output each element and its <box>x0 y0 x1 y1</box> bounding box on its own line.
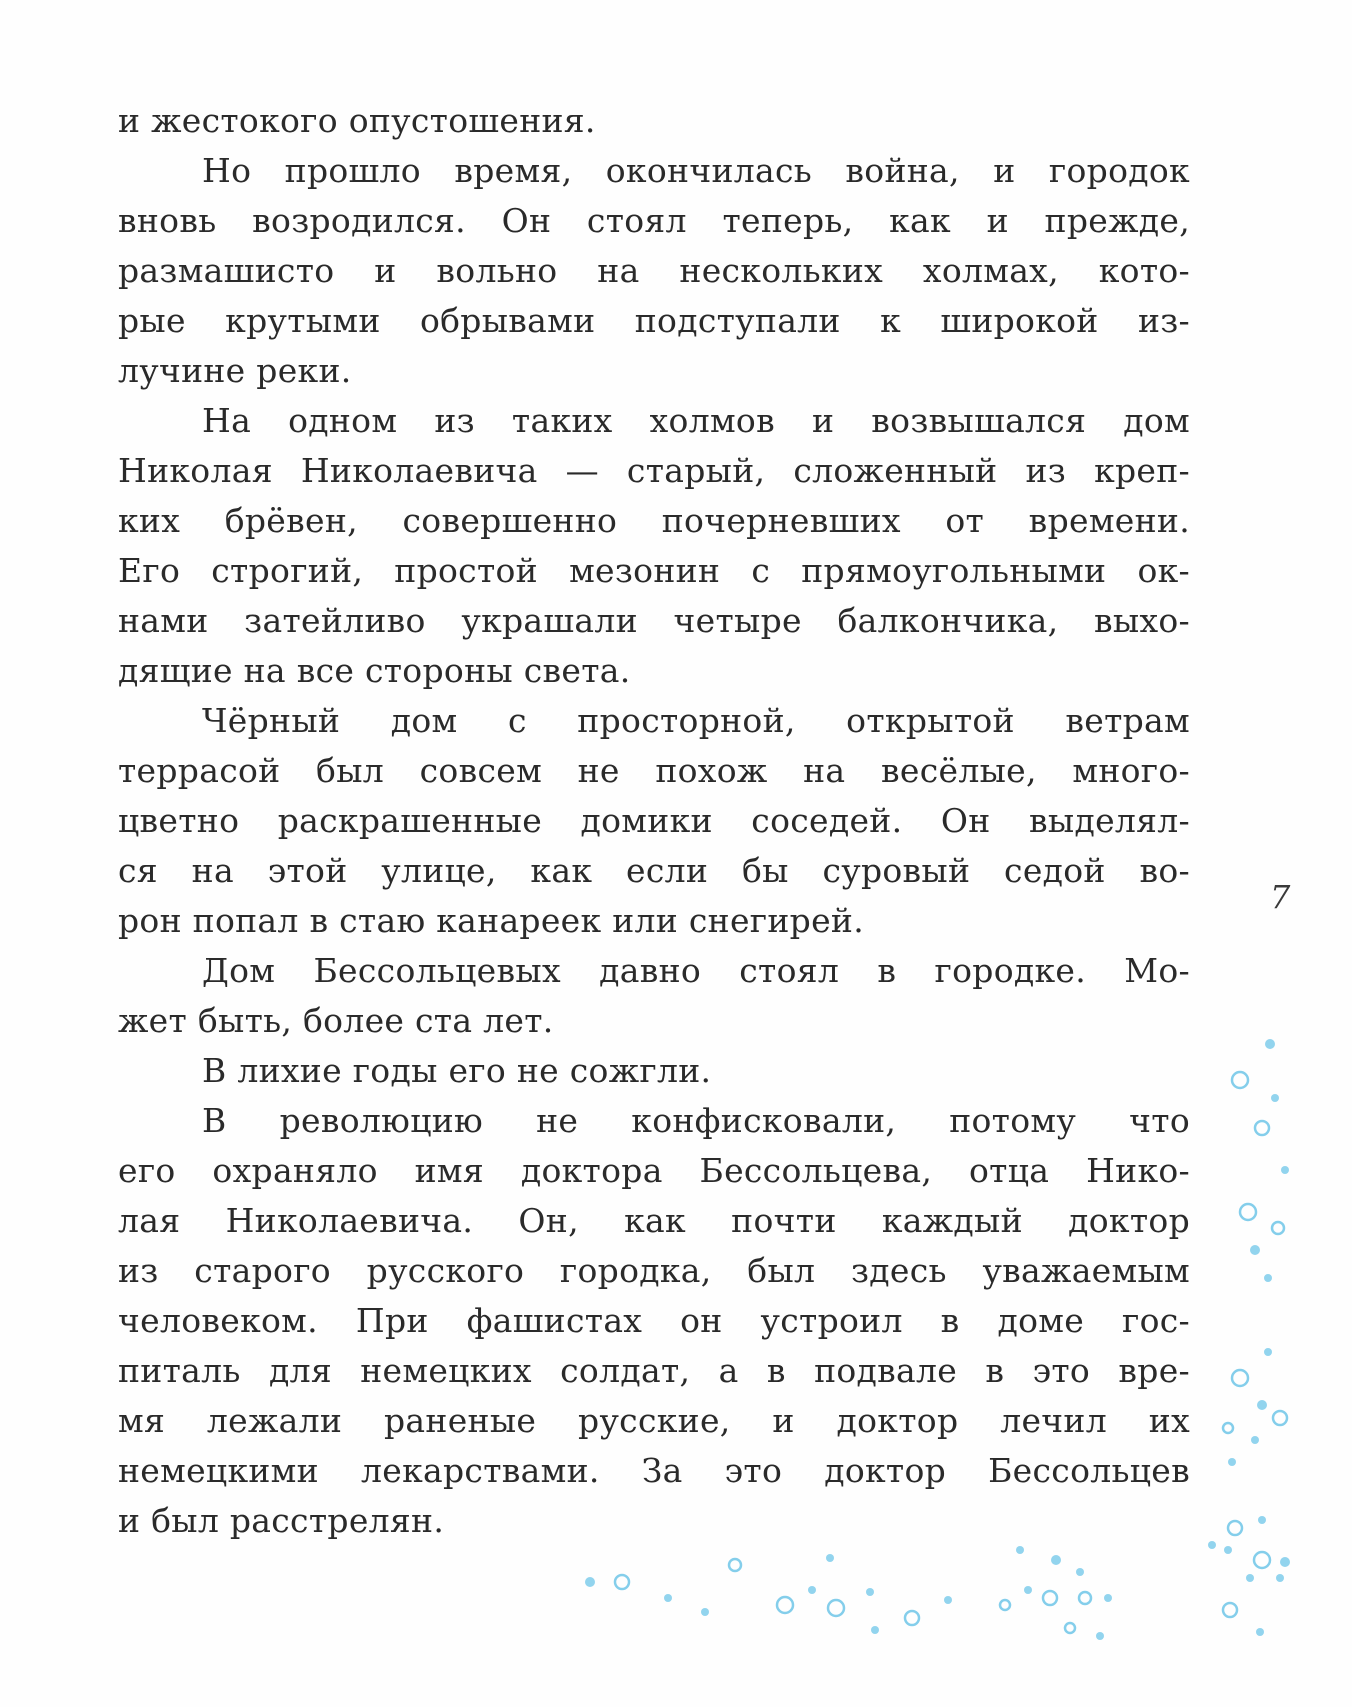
text-line: Но прошло время, окончилась война, и городок <box>202 151 1190 190</box>
bubble-dot <box>1264 1274 1272 1282</box>
text-line: ся на этой улице, как если бы суровый седой во- <box>118 851 1190 890</box>
page-number: 7 <box>1270 878 1291 916</box>
bubble-dot <box>1079 1592 1091 1604</box>
bubble-dot <box>1024 1586 1032 1594</box>
bubble-dot <box>1043 1591 1057 1605</box>
text-line: цветно раскрашенные домики соседей. Он выделял- <box>118 801 1190 840</box>
bubble-dot <box>1246 1574 1254 1582</box>
text-line: мя лежали раненые русские, и доктор лечил их <box>118 1401 1190 1440</box>
bubble-dot <box>1250 1245 1260 1255</box>
bubble-dot <box>1076 1568 1084 1576</box>
bubble-dot <box>1232 1072 1248 1088</box>
bubble-dot <box>1224 1546 1232 1554</box>
bubble-dot <box>828 1600 844 1616</box>
text-line: лучине реки. <box>118 351 352 390</box>
bubble-dot <box>1265 1039 1275 1049</box>
text-line: В революцию не конфисковали, потому что <box>202 1101 1190 1140</box>
body-text <box>118 96 1190 1546</box>
text-line: жет быть, более ста лет. <box>118 1001 554 1040</box>
text-line: Николая Николаевича — старый, сложенный из креп- <box>118 451 1190 490</box>
bubble-dot <box>1280 1557 1290 1567</box>
bubble-dot <box>1273 1411 1287 1425</box>
bubble-dot <box>1223 1603 1237 1617</box>
bubble-dot <box>1016 1546 1024 1554</box>
bubble-dot <box>1276 1574 1284 1582</box>
bubble-dot <box>1256 1628 1264 1636</box>
text-line: рон попал в стаю канареек или снегирей. <box>118 901 864 940</box>
text-line: террасой был совсем не похож на весёлые, много- <box>118 751 1190 790</box>
bubble-dot <box>1000 1600 1010 1610</box>
paragraph <box>118 696 1190 946</box>
paragraph <box>118 396 1190 696</box>
text-line: человеком. При фашистах он устроил в доме гос- <box>118 1301 1190 1340</box>
bubble-dot <box>871 1626 879 1634</box>
text-line: питаль для немецких солдат, а в подвале в это вре- <box>118 1351 1190 1390</box>
text-line: из старого русского городка, был здесь уважаемым <box>118 1251 1190 1290</box>
bubble-dot <box>866 1588 874 1596</box>
bubble-dot <box>1272 1222 1284 1234</box>
bubble-dot <box>905 1611 919 1625</box>
text-line: нами затейливо украшали четыре балкончика, выхо- <box>118 601 1190 640</box>
bubble-dot <box>1208 1541 1216 1549</box>
bubble-dot <box>615 1575 629 1589</box>
bubble-dot <box>1223 1423 1233 1433</box>
text-line: лая Николаевича. Он, как почти каждый доктор <box>118 1201 1190 1240</box>
paragraph <box>118 146 1190 396</box>
text-line: и жестокого опустошения. <box>118 101 596 140</box>
bubble-dot <box>1051 1555 1061 1565</box>
bubble-dot <box>944 1596 952 1604</box>
text-line: рые крутыми обрывами подступали к широкой из- <box>118 301 1190 340</box>
bubble-dot <box>1065 1623 1075 1633</box>
bubble-dot <box>1255 1121 1269 1135</box>
text-line: дящие на все стороны света. <box>118 651 631 690</box>
text-line: Его строгий, простой мезонин с прямоугольными ок- <box>118 551 1190 590</box>
paragraph <box>118 1046 1190 1096</box>
bubble-dot <box>664 1594 672 1602</box>
text-line: ких брёвен, совершенно почерневших от времени. <box>118 501 1190 540</box>
paragraph <box>118 96 1190 146</box>
text-line: немецкими лекарствами. За это доктор Бессольцев <box>118 1451 1190 1490</box>
bubble-dot <box>808 1586 816 1594</box>
text-line: и был расстрелян. <box>118 1501 445 1540</box>
bubble-dot <box>585 1577 595 1587</box>
bubble-dot <box>1228 1458 1236 1466</box>
bubble-dot <box>1104 1594 1112 1602</box>
text-line: Чёрный дом с просторной, открытой ветрам <box>202 701 1190 740</box>
bubble-dot <box>1232 1370 1248 1386</box>
bubble-dot <box>1240 1204 1256 1220</box>
bubble-dot <box>729 1559 741 1571</box>
text-line: На одном из таких холмов и возвышался дом <box>202 401 1190 440</box>
bubble-dot <box>1096 1632 1104 1640</box>
bubble-dot <box>1254 1552 1270 1568</box>
text-line: размашисто и вольно на нескольких холмах, кото- <box>118 251 1190 290</box>
bubble-dot <box>826 1554 834 1562</box>
bubble-dot <box>1271 1094 1279 1102</box>
bubble-dot <box>777 1597 793 1613</box>
paragraph <box>118 946 1190 1046</box>
bubble-dot <box>701 1608 709 1616</box>
bubble-dot <box>1264 1348 1272 1356</box>
text-line: В лихие годы его не сожгли. <box>202 1051 712 1090</box>
bubble-dot <box>1281 1166 1289 1174</box>
bubble-dot <box>1258 1516 1266 1524</box>
text-line: вновь возродился. Он стоял теперь, как и прежде, <box>118 201 1190 240</box>
bubble-dot <box>1257 1400 1267 1410</box>
bubble-dot <box>1228 1521 1242 1535</box>
bubble-dot <box>1251 1436 1259 1444</box>
text-line: Дом Бессольцевых давно стоял в городке. Мо- <box>202 951 1190 990</box>
text-line: его охраняло имя доктора Бессольцева, отца Нико- <box>118 1151 1190 1190</box>
paragraph <box>118 1096 1190 1546</box>
